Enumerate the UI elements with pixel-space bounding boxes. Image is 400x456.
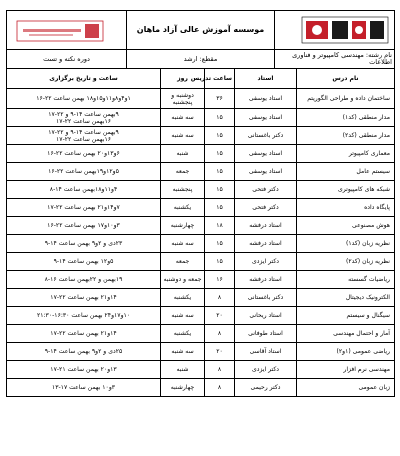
hours-cell: ۱۵: [205, 199, 235, 217]
table-row: [7, 181, 395, 199]
table-row: [7, 217, 395, 235]
course-name-cell: مدار منطقی (کد۲): [297, 127, 395, 145]
course-name-cell: مهندسی نرم افزار: [297, 361, 395, 379]
course-name-cell: سیگنال و سیستم: [297, 307, 395, 325]
time-cell: ۱۰و۱۷و۲۴ بهمن ساعت ۱۶:۳۰-۲۱:۳۰: [7, 307, 161, 325]
column-header-time: ساعت و تاریخ برگزاری: [7, 69, 161, 89]
day-cell: شنبه: [161, 361, 205, 379]
table-row: [7, 145, 395, 163]
teacher-cell: دکتر فتحی: [235, 181, 297, 199]
teacher-cell: استاد درفشه: [235, 271, 297, 289]
teacher-cell: استاد درفشه: [235, 235, 297, 253]
day-cell: چهارشنبه: [161, 379, 205, 397]
teacher-cell: دکتر رحیمی: [235, 379, 297, 397]
day-cell: جمعه: [161, 163, 205, 181]
course-name-cell: ریاضی عمومی (۱و۲): [297, 343, 395, 361]
time-cell: ۵و۱۲و۱۹بهمن ساعت ۲۲-۱۶: [7, 163, 161, 181]
time-cell: ۶و۱۳و۲۰ بهمن ساعت ۲۲-۱۶: [7, 145, 161, 163]
teacher-cell: استاد طوفانی: [235, 325, 297, 343]
day-cell: سه شنبه: [161, 127, 205, 145]
column-header-teacher: استاد: [235, 69, 297, 89]
time-cell: ۲۵دی و ۲و۹ بهمن ساعت ۱۴-۹: [7, 343, 161, 361]
teacher-cell: دکتر ایزدی: [235, 253, 297, 271]
library-stamp-icon: [15, 19, 105, 43]
day-cell: سه شنبه: [161, 109, 205, 127]
teacher-cell: دکتر فتحی: [235, 199, 297, 217]
hours-cell: ۱۵: [205, 145, 235, 163]
degree-level: مقطع: ارشد: [127, 50, 275, 69]
day-cell: شنبه: [161, 145, 205, 163]
mahan-logo-icon: [302, 15, 388, 45]
teacher-cell: استاد درفشه: [235, 217, 297, 235]
time-cell: ۴و۱۱و۱۸بهمن ساعت ۱۴-۸: [7, 181, 161, 199]
teacher-cell: استاد یوسفی: [235, 89, 297, 109]
column-header-day: روز: [161, 69, 205, 89]
institute-title-cell: [127, 11, 275, 50]
time-cell: ۳و۱۰ بهمن ساعت ۱۷-۱۳: [7, 379, 161, 397]
time-cell: ۷و۱۴و۲۱ بهمن ساعت ۲۲-۱۷: [7, 199, 161, 217]
time-cell: ۱۹بهمن و ۲۲بهمن ساعت ۱۶-۸: [7, 271, 161, 289]
hours-cell: ۸: [205, 361, 235, 379]
day-cell: دوشنبه و پنجشنبه: [161, 89, 205, 109]
course-name-cell: الکترونیک دیجیتال: [297, 289, 395, 307]
table-row: [7, 89, 395, 109]
hours-cell: ۸: [205, 289, 235, 307]
time-cell: ۱و۴و۸و۱۱و۱۵و۱۸ بهمن ساعت ۲۲-۱۶: [7, 89, 161, 109]
table-row: [7, 127, 395, 145]
column-header-hours: ساعت تدریس: [205, 69, 235, 89]
course-name-cell: آمار و احتمال مهندسی: [297, 325, 395, 343]
table-row: [7, 289, 395, 307]
table-row: [7, 307, 395, 325]
hours-cell: ۱۵: [205, 109, 235, 127]
time-cell: ۱۳و۲۰ بهمن ساعت ۲۱-۱۷: [7, 361, 161, 379]
table-row: [7, 379, 395, 397]
teacher-cell: استاد ریحانی: [235, 307, 297, 325]
time-cell: ۱۴و۲۱ بهمن ساعت ۲۲-۱۷: [7, 289, 161, 307]
course-name-cell: شبکه های کامپیوتری: [297, 181, 395, 199]
day-cell: یکشنبه: [161, 325, 205, 343]
course-type: دوره نکته و تست: [7, 50, 127, 69]
teacher-cell: دکتر ایزدی: [235, 361, 297, 379]
time-cell: ۹بهمن ساعت ۱۴-۹ و ۲۲-۱۷ ۱۶بهمن ساعت ۲۲-۱۷: [7, 109, 161, 127]
table-row: [7, 343, 395, 361]
table-row: [7, 163, 395, 181]
time-cell: ۱۴و۲۱ بهمن ساعت ۲۲-۱۷: [7, 325, 161, 343]
schedule-table: [6, 68, 395, 397]
day-cell: سه شنبه: [161, 307, 205, 325]
course-name-cell: نظریه زبان (کد۲): [297, 253, 395, 271]
course-name-cell: زبان عمومی: [297, 379, 395, 397]
hours-cell: ۱۵: [205, 235, 235, 253]
institute-title: موسسه آموزش عالی آزاد ماهان: [136, 25, 265, 34]
course-name-cell: ریاضیات گسسته: [297, 271, 395, 289]
teacher-cell: دکتر باغستانی: [235, 127, 297, 145]
course-name-cell: پایگاه داده: [297, 199, 395, 217]
header-table: [6, 10, 395, 69]
teacher-cell: استاد یوسفی: [235, 109, 297, 127]
course-name-cell: نظریه زبان (کد۱): [297, 235, 395, 253]
day-cell: جمعه و دوشنبه: [161, 271, 205, 289]
time-cell: ۲۳دی و ۲و۹ بهمن ساعت ۱۴-۹: [7, 235, 161, 253]
time-cell: ۳و۱۰و۱۷ بهمن ساعت ۲۲-۱۶: [7, 217, 161, 235]
hours-cell: ۱۶: [205, 271, 235, 289]
hours-cell: ۸: [205, 325, 235, 343]
schedule-sheet: [6, 10, 394, 450]
table-row: [7, 235, 395, 253]
stamp-cell: [7, 11, 127, 50]
course-name-cell: ساختمان داده و طراحی الگوریتم: [297, 89, 395, 109]
hours-cell: ۲۰: [205, 307, 235, 325]
hours-cell: ۸: [205, 379, 235, 397]
day-cell: جمعه: [161, 253, 205, 271]
teacher-cell: دکتر باغستانی: [235, 289, 297, 307]
hours-cell: ۱۸: [205, 217, 235, 235]
teacher-cell: استاد یوسفی: [235, 145, 297, 163]
course-name-cell: معماری کامپیوتر: [297, 145, 395, 163]
day-cell: یکشنبه: [161, 199, 205, 217]
day-cell: چهارشنبه: [161, 217, 205, 235]
day-cell: یکشنبه: [161, 289, 205, 307]
time-cell: ۵و۱۲ بهمن ساعت ۱۴-۹: [7, 253, 161, 271]
table-row: [7, 109, 395, 127]
logo-cell: [275, 11, 395, 50]
hours-cell: ۱۵: [205, 127, 235, 145]
day-cell: سه شنبه: [161, 235, 205, 253]
table-row: [7, 325, 395, 343]
day-cell: سه شنبه: [161, 343, 205, 361]
field-name: نام رشته: مهندسی کامپیوتر و فناوری اطلاعات: [275, 50, 395, 69]
hours-cell: ۱۵: [205, 253, 235, 271]
time-cell: ۹بهمن ساعت ۱۴-۹ و ۲۲-۱۷ ۱۶بهمن ساعت ۲۲-۱۷: [7, 127, 161, 145]
course-name-cell: سیستم عامل: [297, 163, 395, 181]
course-name-cell: مدار منطقی (کد۱): [297, 109, 395, 127]
table-row: [7, 199, 395, 217]
teacher-cell: استاد آقاسی: [235, 343, 297, 361]
hours-cell: ۱۵: [205, 163, 235, 181]
course-name-cell: هوش مصنوعی: [297, 217, 395, 235]
table-row: [7, 271, 395, 289]
table-row: [7, 361, 395, 379]
teacher-cell: استاد یوسفی: [235, 163, 297, 181]
day-cell: پنجشنبه: [161, 181, 205, 199]
hours-cell: ۱۵: [205, 181, 235, 199]
hours-cell: ۳۶: [205, 89, 235, 109]
table-row: [7, 253, 395, 271]
hours-cell: ۲۰: [205, 343, 235, 361]
column-header-course: نام درس: [297, 69, 395, 89]
